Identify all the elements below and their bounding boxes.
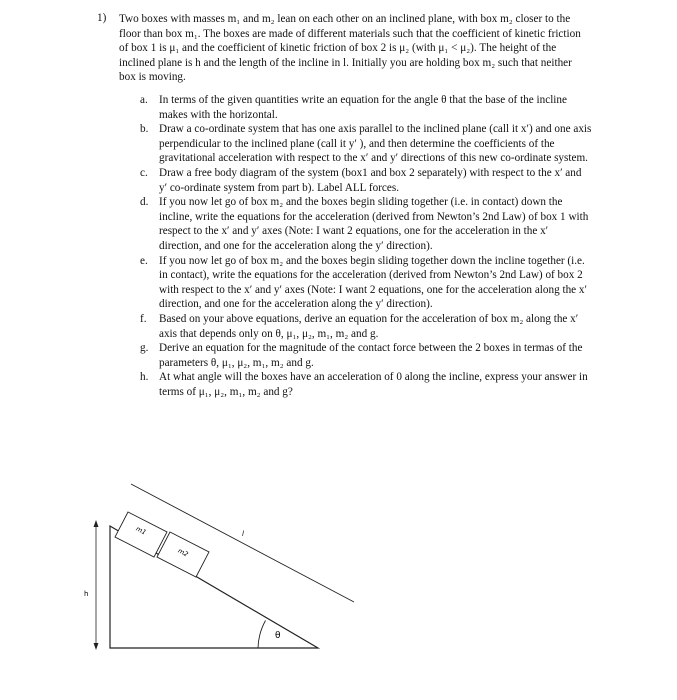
- sub-question-b: [137, 122, 592, 166]
- sub-question-label: c.: [140, 166, 148, 179]
- height-arrow-top: [94, 520, 99, 527]
- sub-question-text: Based on your above equations, derive an equation for the acceleration of box m₂ along the x′ axis that depends only on θ, μ₁, μ₂, m₁, m₂ and g.: [159, 312, 579, 340]
- sub-question-e: [137, 254, 592, 312]
- sub-question-label: b.: [140, 123, 149, 136]
- sub-question-list: [137, 93, 592, 399]
- length-label: l: [242, 530, 244, 538]
- sub-question-text: Draw a free body diagram of the system (box1 and box 2 separately) with respect to the x′ and y′ co-ordinate system from part b). Label ALL forces.: [159, 166, 582, 194]
- question-intro: Two boxes with masses m₁ and m₂ lean on each other on an inclined plane, with box m₂ closer to the floor than box m₁. The boxes are made of different materials such that the coefficient of kinetic friction of box 1 is μ₁ and the coefficient of kinetic friction of box 2 is μ₂ (with μ₁ < μ₂). The height of the inclined plane is h and the length of the incline in l. Initially you are holding box m₂ such that neither box is moving.: [119, 13, 581, 84]
- sub-question-text: At what angle will the boxes have an acceleration of 0 along the incline, express your answer in terms of μ₁, μ₂, m₁, m₂ and g?: [159, 371, 588, 398]
- incline-diagram: [70, 470, 370, 660]
- height-label: h: [84, 590, 89, 598]
- sub-question-f: [137, 312, 592, 341]
- height-arrow-bottom: [94, 643, 99, 650]
- angle-label: θ: [275, 631, 281, 641]
- sub-question-label: h.: [140, 371, 149, 384]
- sub-question-text: If you now let go of box m₂ and the boxes begin sliding together (i.e. in contact) down the incline, write the equations for the acceleration (derived from Newton’s 2nd Law) of box 1 with respect to the x′ and y′ axes (Note: I want 2 equations, one for the acceleration in the x′ direction, and one for the acceleration along the y′ direction).: [159, 196, 589, 252]
- sub-question-label: e.: [140, 254, 148, 267]
- sub-question-label: d.: [140, 196, 149, 209]
- sub-question-d: [137, 195, 592, 253]
- sub-question-text: In terms of the given quantities write an equation for the angle θ that the base of the incline makes with the horizontal.: [159, 94, 567, 121]
- sub-question-label: a.: [140, 94, 148, 106]
- angle-arc: [258, 621, 266, 649]
- sub-question-label: f.: [140, 312, 147, 325]
- sub-question-c: [137, 166, 592, 195]
- sub-question-text: Derive an equation for the magnitude of the contact force between the 2 boxes in termas of the parameters θ, μ₁, μ₂, m₁, m₂ and g.: [159, 342, 583, 369]
- sub-question-g: [137, 341, 592, 370]
- question-number: 1): [97, 12, 107, 24]
- sub-question-text: If you now let go of box m₂ and the boxes begin sliding together down the incline together (i.e. in contact), write the equations for the acceleration (derived from Newton’s 2nd Law) of box 2 with respect to the x′ and y′ axes (Note: I want 2 equations, one for the acceleration along the x′ direction, and one for the acceleration along the y′ direction).: [159, 254, 587, 311]
- sub-question-h: [137, 370, 592, 399]
- box-m2-label: m2: [176, 546, 190, 559]
- sub-question-label: g.: [140, 342, 149, 355]
- sub-question-text: Draw a co-ordinate system that has one axis parallel to the inclined plane (call it x′) and one axis perpendicular to the inclined plane (call it y′ ), and then determine the coefficients of the gravitational acceleration with respect to the x′ and y′ directions of this new co-ordinate system.: [159, 123, 592, 165]
- sub-question-a: [137, 93, 592, 122]
- box-m1-label: m1: [134, 524, 148, 537]
